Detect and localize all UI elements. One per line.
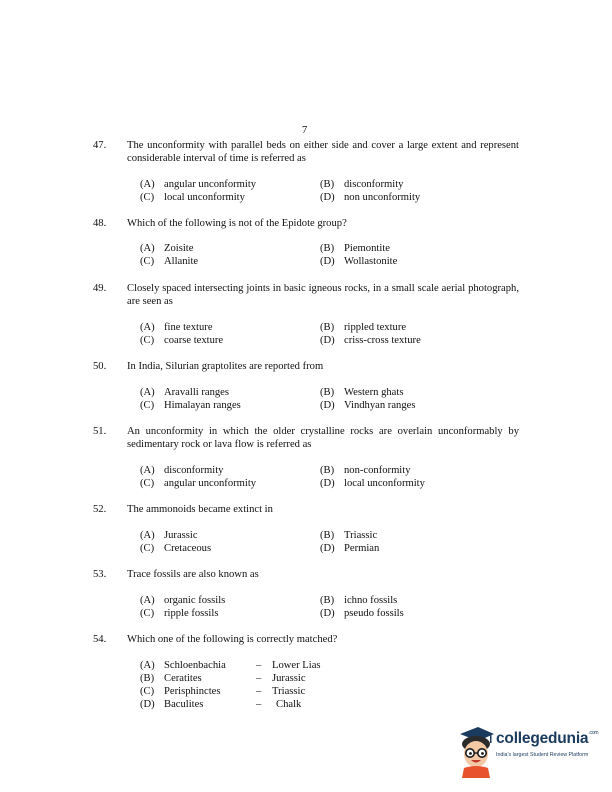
match-dash: – (256, 660, 262, 671)
option-label: (B) (320, 530, 335, 541)
option-label: (D) (140, 699, 155, 710)
option-b (320, 242, 390, 255)
match-term: Perisphinctes (164, 686, 221, 697)
option-text: Permian (344, 543, 380, 554)
option-label: (B) (140, 673, 155, 684)
question-number: 52. (93, 504, 107, 515)
question-text: The unconformity with parallel beds on either side and cover a large extent and represent considerable interval of time is referred as (127, 140, 519, 164)
option-label: (C) (140, 543, 155, 554)
option-text: local unconformity (344, 478, 425, 489)
option-b (320, 529, 377, 542)
question-text: Which one of the following is correctly matched? (127, 634, 338, 645)
option-a (140, 464, 223, 477)
option-text: pseudo fossils (344, 608, 404, 619)
option-label: (C) (140, 608, 155, 619)
match-dash: – (256, 686, 262, 697)
question-text: Which of the following is not of the Epidote group? (127, 218, 347, 229)
option-label: (B) (320, 179, 335, 190)
option-b (320, 594, 397, 607)
option-b (320, 386, 403, 399)
question-text: In India, Silurian graptolites are reported from (127, 361, 324, 372)
question-text: The ammonoids became extinct in (127, 504, 273, 515)
option-text: criss-cross texture (344, 335, 421, 346)
option-text: disconformity (344, 179, 404, 190)
mascot-icon (452, 722, 496, 778)
option-label: (A) (140, 387, 155, 398)
option-text: ichno fossils (344, 595, 398, 606)
option-label: (B) (320, 387, 335, 398)
option-text: Triassic (344, 530, 378, 541)
question-number: 51. (93, 426, 107, 437)
option-label: (A) (140, 530, 155, 541)
option-c (140, 607, 218, 620)
option-a (140, 321, 213, 334)
option-d (320, 399, 415, 412)
option-b (320, 321, 406, 334)
logo-wordmark: collegedunia$^{.com}$ (496, 730, 599, 747)
match-value: Lower Lias (272, 660, 321, 671)
option-label: (A) (140, 179, 155, 190)
option-text: Allanite (164, 256, 199, 267)
question-number: 48. (93, 218, 107, 229)
option-text: Aravalli ranges (164, 387, 230, 398)
option-label: (A) (140, 322, 155, 333)
option-text: non unconformity (344, 192, 421, 203)
option-d (320, 607, 404, 620)
match-term: Schloenbachia (164, 660, 226, 671)
question-text: An unconformity in which the older crystalline rocks are overlain unconformably by sedimentary rock or lava flow is referred as (127, 426, 519, 450)
option-label: (B) (320, 595, 335, 606)
match-term: Ceratites (164, 673, 202, 684)
match-row-c (140, 685, 305, 698)
question-number: 53. (93, 569, 107, 580)
match-term: Baculites (164, 699, 204, 710)
option-text: angular unconformity (164, 179, 257, 190)
question-text: Trace fossils are also known as (127, 569, 259, 580)
option-label: (B) (320, 243, 335, 254)
option-d (320, 477, 425, 490)
option-text: rippled texture (344, 322, 407, 333)
option-text: fine texture (164, 322, 213, 333)
option-a (140, 386, 229, 399)
option-d (320, 542, 379, 555)
match-row-d (140, 698, 301, 711)
page-number: 7 (302, 125, 308, 136)
option-text: coarse texture (164, 335, 224, 346)
option-b (320, 464, 411, 477)
option-label: (D) (320, 478, 335, 489)
option-label: (B) (320, 322, 335, 333)
match-dash: – (256, 673, 262, 684)
match-value: Triassic (272, 686, 306, 697)
option-label: (A) (140, 243, 155, 254)
match-dash: – (256, 699, 262, 710)
option-c (140, 542, 211, 555)
option-text: Himalayan ranges (164, 400, 241, 411)
option-label: (D) (320, 335, 335, 346)
option-label: (C) (140, 686, 155, 697)
option-a (140, 242, 193, 255)
option-d (320, 334, 421, 347)
collegedunia-logo (452, 722, 602, 782)
question-number: 54. (93, 634, 107, 645)
question-number: 47. (93, 140, 107, 151)
option-label: (A) (140, 595, 155, 606)
option-label: (D) (320, 192, 335, 203)
match-row-b (140, 672, 306, 685)
option-label: (C) (140, 335, 155, 346)
option-text: disconformity (164, 465, 224, 476)
option-c (140, 399, 241, 412)
question-number: 50. (93, 361, 107, 372)
match-value: Jurassic (272, 673, 306, 684)
option-label: (D) (320, 256, 335, 267)
option-c (140, 334, 223, 347)
option-label: (C) (140, 192, 155, 203)
option-text: Western ghats (344, 387, 404, 398)
option-text: Wollastonite (344, 256, 398, 267)
option-label: (D) (320, 543, 335, 554)
option-label: (B) (320, 465, 335, 476)
option-text: Zoisite (164, 243, 194, 254)
option-d (320, 255, 397, 268)
option-text: Cretaceous (164, 543, 212, 554)
option-text: Jurassic (164, 530, 198, 541)
option-c (140, 191, 245, 204)
option-text: Piemontite (344, 243, 390, 254)
option-b (320, 178, 403, 191)
option-a (140, 529, 198, 542)
option-text: angular unconformity (164, 478, 257, 489)
option-label: (C) (140, 478, 155, 489)
match-row-a (140, 659, 321, 672)
match-value: Chalk (276, 699, 302, 710)
option-label: (C) (140, 256, 155, 267)
option-text: Vindhyan ranges (344, 400, 416, 411)
option-text: local unconformity (164, 192, 245, 203)
option-text: non-conformity (344, 465, 411, 476)
option-text: organic fossils (164, 595, 226, 606)
option-label: (A) (140, 660, 155, 671)
question-number: 49. (93, 283, 107, 294)
option-text: ripple fossils (164, 608, 219, 619)
question-text: Closely spaced intersecting joints in basic igneous rocks, in a small scale aerial photograph, are seen as (127, 283, 519, 307)
option-c (140, 477, 256, 490)
option-a (140, 178, 256, 191)
option-a (140, 594, 225, 607)
option-d (320, 191, 420, 204)
option-label: (C) (140, 400, 155, 411)
option-label: (A) (140, 465, 155, 476)
logo-tagline: India's largest Student Review Platform (496, 752, 589, 758)
option-label: (D) (320, 608, 335, 619)
option-label: (D) (320, 400, 335, 411)
option-c (140, 255, 198, 268)
